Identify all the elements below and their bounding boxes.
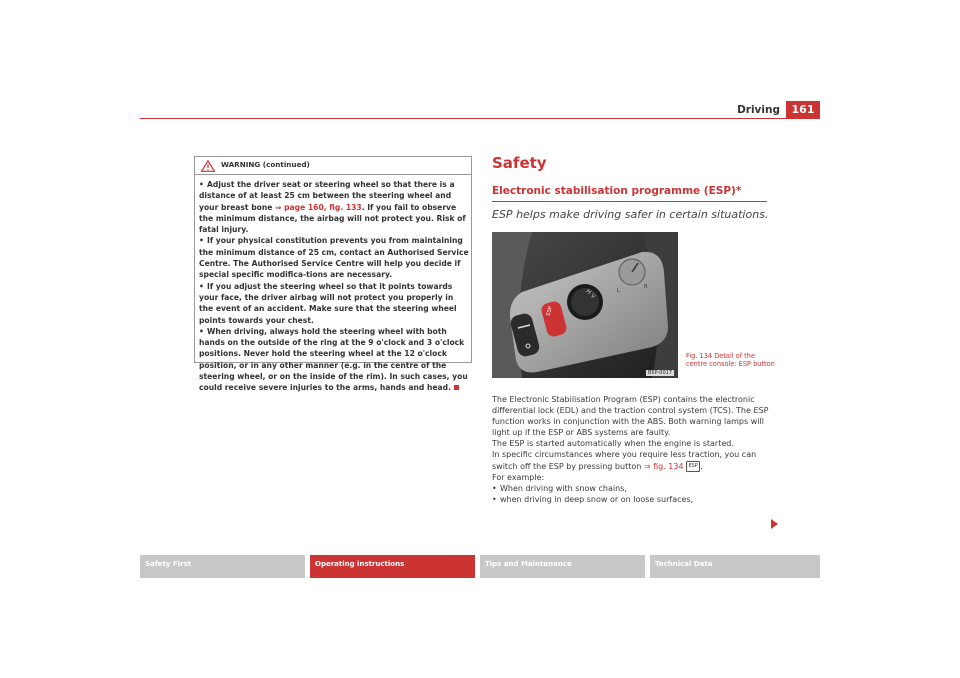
- warning-body: [199, 179, 469, 394]
- warning-title: WARNING (continued): [221, 160, 310, 169]
- footer-tab-operating-instructions[interactable]: [310, 555, 475, 578]
- warning-item: [199, 326, 469, 394]
- body-paragraph: The ESP is started automatically when the engine is started.: [492, 439, 734, 449]
- bullet-icon: •: [199, 326, 204, 336]
- subsection-rule: [492, 201, 767, 202]
- footer-tab-label: Technical Data: [655, 560, 713, 568]
- footer-tab-label: Tips and Maintenance: [485, 560, 572, 568]
- figure-reference-link[interactable]: ⇒ fig. 134: [643, 461, 684, 471]
- figure-code: B5P-0017: [647, 370, 672, 376]
- footer-tab-technical-data[interactable]: [650, 555, 820, 578]
- warning-item-text: If your physical constitution prevents you from maintaining the minimum distance of 25 cm, contact an Authorised Service Centre. The Authorised Service Centre will help you decide if special specific modifica-tions are necessary.: [199, 236, 469, 280]
- list-item: [492, 483, 772, 494]
- body-paragraph-text: In specific circumstances where you require less traction, you can switch off the ESP by pressing button: [492, 450, 757, 471]
- warning-box: [194, 156, 472, 393]
- svg-text:R: R: [644, 284, 648, 290]
- page-reference-link[interactable]: ⇒ page 160, fig. 133: [275, 202, 362, 212]
- bullet-icon: •: [199, 180, 204, 189]
- section-intro: ESP helps make driving safer in certain situations.: [492, 208, 769, 221]
- warning-item-text: When driving, always hold the steering wheel with both hands on the outside of the ring at the 9 o'clock and 3 o'clock positions. Never hold the steering wheel at the 12 o'clock position, or in any other manner (e.g. in the centre of the steering wheel, or on the inside of the rim). In such cases, you could receive severe injuries to the arms, hands and head.: [199, 326, 468, 393]
- warning-item: [199, 179, 469, 235]
- page-number: 161: [786, 101, 820, 119]
- list-item-text: When driving with snow chains,: [500, 483, 627, 493]
- body-text: [492, 394, 772, 505]
- svg-text:H V: H V: [584, 287, 597, 301]
- running-header-title: Driving: [737, 104, 780, 116]
- bullet-icon: •: [492, 483, 497, 493]
- warning-item: [199, 235, 469, 280]
- svg-text:ESP: ESP: [545, 305, 554, 317]
- body-paragraph: [492, 449, 772, 471]
- warning-item: [199, 281, 469, 326]
- footer-nav: [140, 555, 820, 578]
- footer-tab-safety-first[interactable]: [140, 555, 305, 578]
- footer-tab-tips-and-maintenance[interactable]: [480, 555, 645, 578]
- centre-console-photo: [492, 232, 678, 378]
- esp-button-icon: ESP: [686, 461, 700, 472]
- body-paragraph: For example:: [492, 472, 545, 482]
- list-item: [492, 494, 772, 505]
- warning-item-text: Adjust the driver seat or steering wheel so that there is a distance of at least 25 cm between the steering wheel and your breast bone: [199, 180, 455, 212]
- bullet-icon: •: [199, 281, 204, 291]
- warning-item-text: If you adjust the steering wheel so that it points towards your face, the driver airbag will not protect you properly in the event of an accident. Make sure that the steering wheel points towards your chest.: [199, 281, 457, 325]
- body-paragraph-text: .: [700, 461, 703, 471]
- warning-item-text: . If you fail to observe the minimum distance, the airbag will not protect you. Risk of fatal injury.: [199, 202, 466, 235]
- continue-arrow-icon[interactable]: [771, 519, 778, 529]
- centre-console-illustration: [492, 232, 678, 378]
- warning-triangle-icon: [201, 160, 215, 172]
- bullet-icon: •: [492, 494, 497, 504]
- body-paragraph: The Electronic Stabilisation Program (ESP) contains the electronic differential lock (EDL) and the traction control system (TCS). The ESP function works in conjunction with the ABS. Both warning lamps will light up if the ESP or ABS systems are faulty.: [492, 395, 769, 438]
- list-item-text: when driving in deep snow or on loose surfaces,: [500, 494, 694, 504]
- header-rule: [140, 118, 820, 119]
- footer-tab-label: Safety First: [145, 560, 192, 568]
- footer-tab-label: Operating instructions: [315, 560, 405, 568]
- bullet-icon: •: [199, 236, 204, 246]
- section-title: Safety: [492, 154, 547, 172]
- figure-caption: Fig. 134 Detail of the centre console: ESP button: [686, 352, 775, 368]
- warning-header: [195, 157, 471, 175]
- svg-text:L: L: [617, 288, 620, 294]
- end-of-section-icon: [454, 385, 459, 390]
- subsection-title: Electronic stabilisation programme (ESP)*: [492, 185, 742, 197]
